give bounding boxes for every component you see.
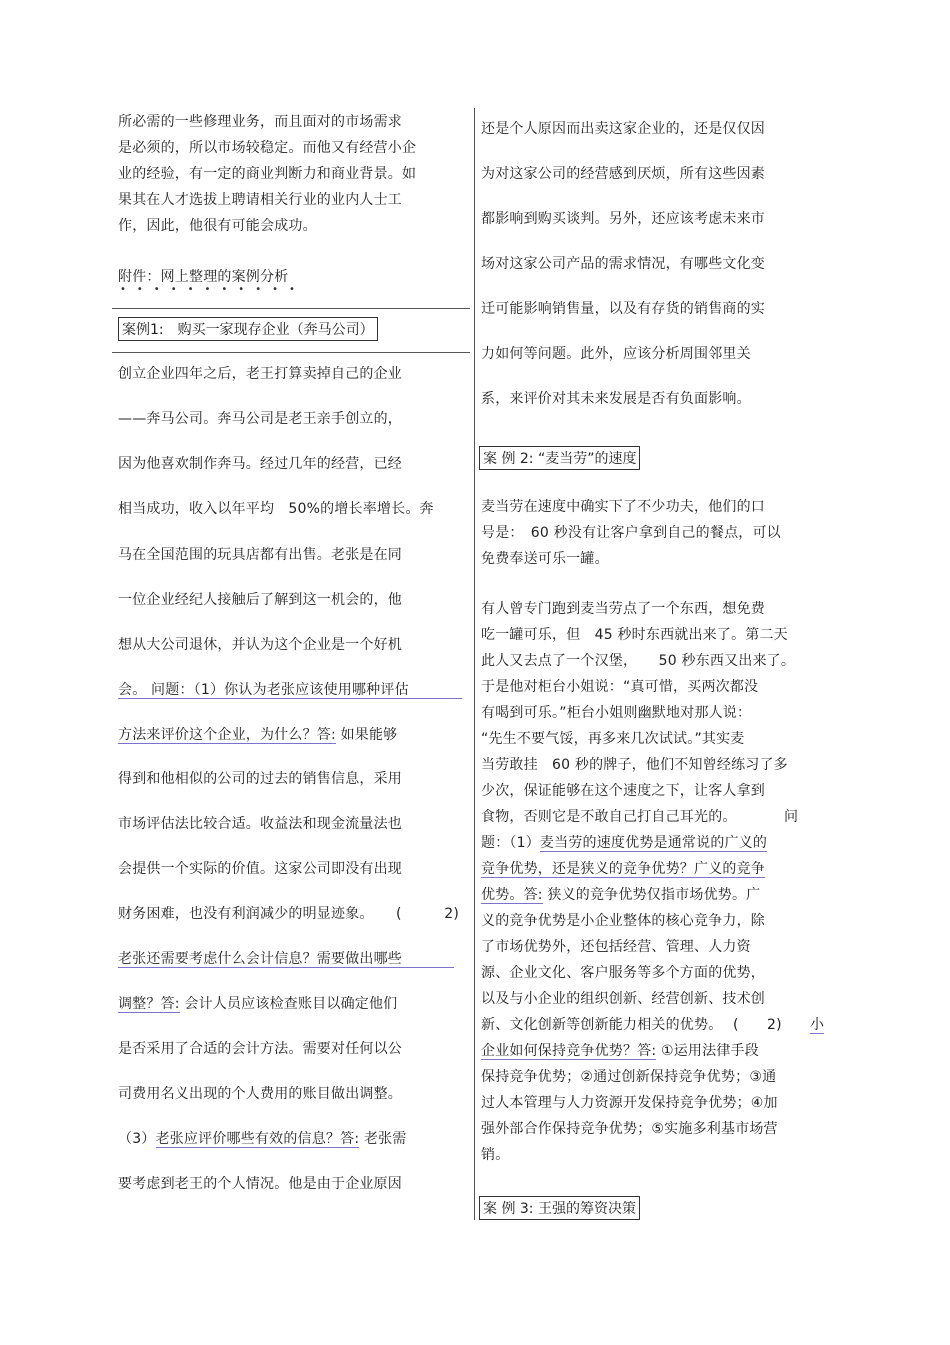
- c2-a2-line-3: 强外部合作保持竞争优势；⑤实施多利基市场营: [481, 1121, 778, 1137]
- c2-q-prefix: 题：（1）: [481, 835, 540, 851]
- cont-line-2: 为对这家公司的经营感到厌烦，所有这些因素: [481, 166, 765, 182]
- q2-line-2: [118, 993, 397, 1013]
- q1-underline: [118, 698, 462, 699]
- q2-question-part2: 调整？答:: [118, 996, 180, 1012]
- c2-q2-part1: 小: [810, 1017, 825, 1033]
- c2-a-line-1: 义的竞争优势是小企业整体的核心竞争力，除: [481, 913, 765, 929]
- q1-question-part2: 方法来评价这个企业，为什么？答:: [118, 727, 336, 743]
- case1-line-2: ——奔马公司。奔马公司是老王亲手创立的，: [118, 411, 402, 427]
- case2-p2-line-1: 有人曾专门跑到麦当劳点了一个东西，想免费: [481, 601, 765, 617]
- c2-a-start: 狭义的竞争优势仅指市场优势。广: [542, 887, 761, 903]
- intro-line-2: 是必须的，所以市场较稳定。而他又有经营小企: [118, 140, 417, 156]
- c2-q-part2: 竞争优势，还是狭义的竞争优势？广义的竞争: [481, 861, 765, 877]
- a1-line-4: 财务困难，也没有利润减少的明显迹象。: [118, 906, 374, 922]
- c2-a-line-5: 新、文化创新等创新能力相关的优势。: [481, 1017, 723, 1033]
- cont-line-1: 还是个人原因而出卖这家企业的，还是仅仅因: [481, 121, 765, 137]
- q3-question: 老张应评价哪些有效的信息？答:: [155, 1131, 360, 1147]
- a2-line-2: 司费用名义出现的个人费用的账目做出调整。: [118, 1086, 402, 1102]
- intro-line-5: 作，因此，他很有可能会成功。: [118, 218, 317, 234]
- case2-p2-line-2: 吃一罐可乐，但 45 秒时东西就出来了。第二天: [481, 627, 788, 643]
- c2-a2-line-1: 保持竞争优势；②通过创新保持竞争优势；③通: [481, 1069, 777, 1085]
- case2-p2-line-6: “先生不要气馁，再多来几次试试。”其实麦: [481, 731, 745, 747]
- c2-a-line-4: 以及与小企业的组织创新、经营创新、技术创: [481, 991, 765, 1007]
- q1-prefix: 会。 问题：（1）: [118, 682, 225, 698]
- c2-a-line-3: 源、企业文化、客户服务等多个方面的优势，: [481, 965, 765, 981]
- c2-a-line-2: 了市场优势外，还包括经营、管理、人力资: [481, 939, 751, 955]
- a2-line-1: 是否采用了合适的会计方法。需要对任何以公: [118, 1041, 402, 1057]
- c2-q-line-3: [481, 884, 760, 904]
- case2-p2-line-7: 当劳敢挂 60 秒的牌子，他们不知曾经练习了多: [481, 757, 788, 773]
- a2-start: 会计人员应该检查账目以确定他们: [179, 996, 398, 1012]
- case1-line-3: 因为他喜欢制作奔马。经过几年的经营，已经: [118, 456, 402, 472]
- q2-number: ( 2): [396, 906, 460, 922]
- case2-p1-line-2: 号是： 60 秒没有让客户拿到自己的餐点，可以: [481, 525, 781, 541]
- case2-p1-line-3: 免费奉送可乐一罐。: [481, 551, 609, 567]
- case1-q1-line-2: [118, 724, 397, 744]
- case1-q1-line: [118, 679, 409, 699]
- q3-number: （3）: [118, 1131, 156, 1147]
- c2-a2-line-2: 过人本管理与人力资源开发保持竞争优势；④加: [481, 1095, 778, 1111]
- c2-q2-line: [481, 1040, 759, 1060]
- emphasis-dots: •••••••••••: [120, 284, 306, 295]
- case1-line-4: 相当成功，收入以年平均 50%的增长率增长。奔: [118, 501, 434, 517]
- case1-line-1: 创立企业四年之后，老王打算卖掉自己的企业: [118, 366, 402, 382]
- case1-line-6: 一位企业经纪人接触后了解到这一机会的，他: [118, 592, 402, 608]
- case1-line-5: 马在全国范围的玩具店都有出售。老张是在同: [118, 547, 402, 563]
- q3-line: [118, 1128, 406, 1148]
- a1-line-2: 市场评估法比较合适。收益法和现金流量法也: [118, 816, 402, 832]
- c2-q2-number: ( 2): [733, 1017, 782, 1033]
- a3-start: 老张需: [359, 1131, 407, 1147]
- c2-a2-start: ①运用法律手段: [656, 1043, 759, 1059]
- a1-line-3: 会提供一个实际的价值。这家公司即没有出现: [118, 861, 402, 877]
- case2-p1-line-1: 麦当劳在速度中确实下了不少功夫，他们的口: [481, 499, 765, 515]
- q1-question-part1: 你认为老张应该使用哪种评估: [224, 682, 409, 698]
- case2-p2-line-3: 此人又去点了一个汉堡， 50 秒东西又出来了。: [481, 653, 796, 669]
- cont-line-4: 场对这家公司产品的需求情况，有哪些文化变: [481, 256, 765, 272]
- case2-title: 案 例 2: “麦当劳”的速度: [479, 446, 640, 470]
- intro-line-3: 业的经验，有一定的商业判断力和商业背景。如: [118, 166, 417, 182]
- cont-line-6: 力如何等问题。此外，应该分析周围邻里关: [481, 346, 751, 362]
- case1-line-7: 想从大公司退休，并认为这个企业是一个好机: [118, 637, 402, 653]
- cont-line-5: 迁可能影响销售量，以及有存货的销售商的实: [481, 301, 765, 317]
- divider-top: [112, 308, 470, 309]
- c2-a2-line-4: 销。: [481, 1147, 510, 1163]
- case2-p2-line-9: 食物，否则它是不敢自己打自己耳光的。: [481, 809, 737, 825]
- q2-question-part1: 老张还需要考虑什么会计信息？需要做出哪些: [118, 951, 402, 967]
- cont-line-7: 系，来评价对其未来发展是否有负面影响。: [481, 391, 751, 407]
- c2-q-part1: 麦当劳的速度优势是通常说的广义的: [539, 835, 768, 851]
- c2-q2-part2: 企业如何保持竞争优势？答:: [481, 1043, 657, 1059]
- intro-line-1: 所必需的一些修理业务，而且面对的市场需求: [118, 114, 402, 130]
- a1-start: 如果能够: [335, 727, 398, 743]
- a1-line-1: 得到和他相似的公司的过去的销售信息，采用: [118, 771, 402, 787]
- c2-q-line-1: [481, 832, 767, 852]
- appendix-label: 附件：网上整理的案例分析: [118, 269, 289, 285]
- case3-title: 案 例 3: 王强的筹资决策: [479, 1196, 640, 1220]
- case2-ask-label: 问: [784, 809, 799, 825]
- cont-line-3: 都影响到购买谈判。另外，还应该考虑未来市: [481, 211, 765, 227]
- divider-bottom: [112, 352, 470, 353]
- intro-line-4: 果其在人才选拔上聘请相关行业的业内人士工: [118, 192, 402, 208]
- c2-q-part3: 优势。答:: [481, 887, 543, 903]
- c2-q-line-2: [481, 858, 765, 878]
- case2-p2-line-8: 少次，保证能够在这个速度之下，让客人拿到: [481, 783, 765, 799]
- a3-line-1: 要考虑到老王的个人情况。他是由于企业原因: [118, 1176, 402, 1192]
- case1-title: 案例1: 购买一家现存企业（奔马公司）: [118, 317, 378, 341]
- q2-underline: [118, 967, 454, 968]
- column-separator: [474, 108, 475, 1220]
- case2-p2-line-5: 有喝到可乐。”柜台小姐则幽默地对那人说：: [481, 705, 752, 721]
- c2-q2-start-wrap: [810, 1014, 824, 1034]
- case2-p2-line-4: 于是他对柜台小姐说：“真可惜，买两次都没: [481, 679, 759, 695]
